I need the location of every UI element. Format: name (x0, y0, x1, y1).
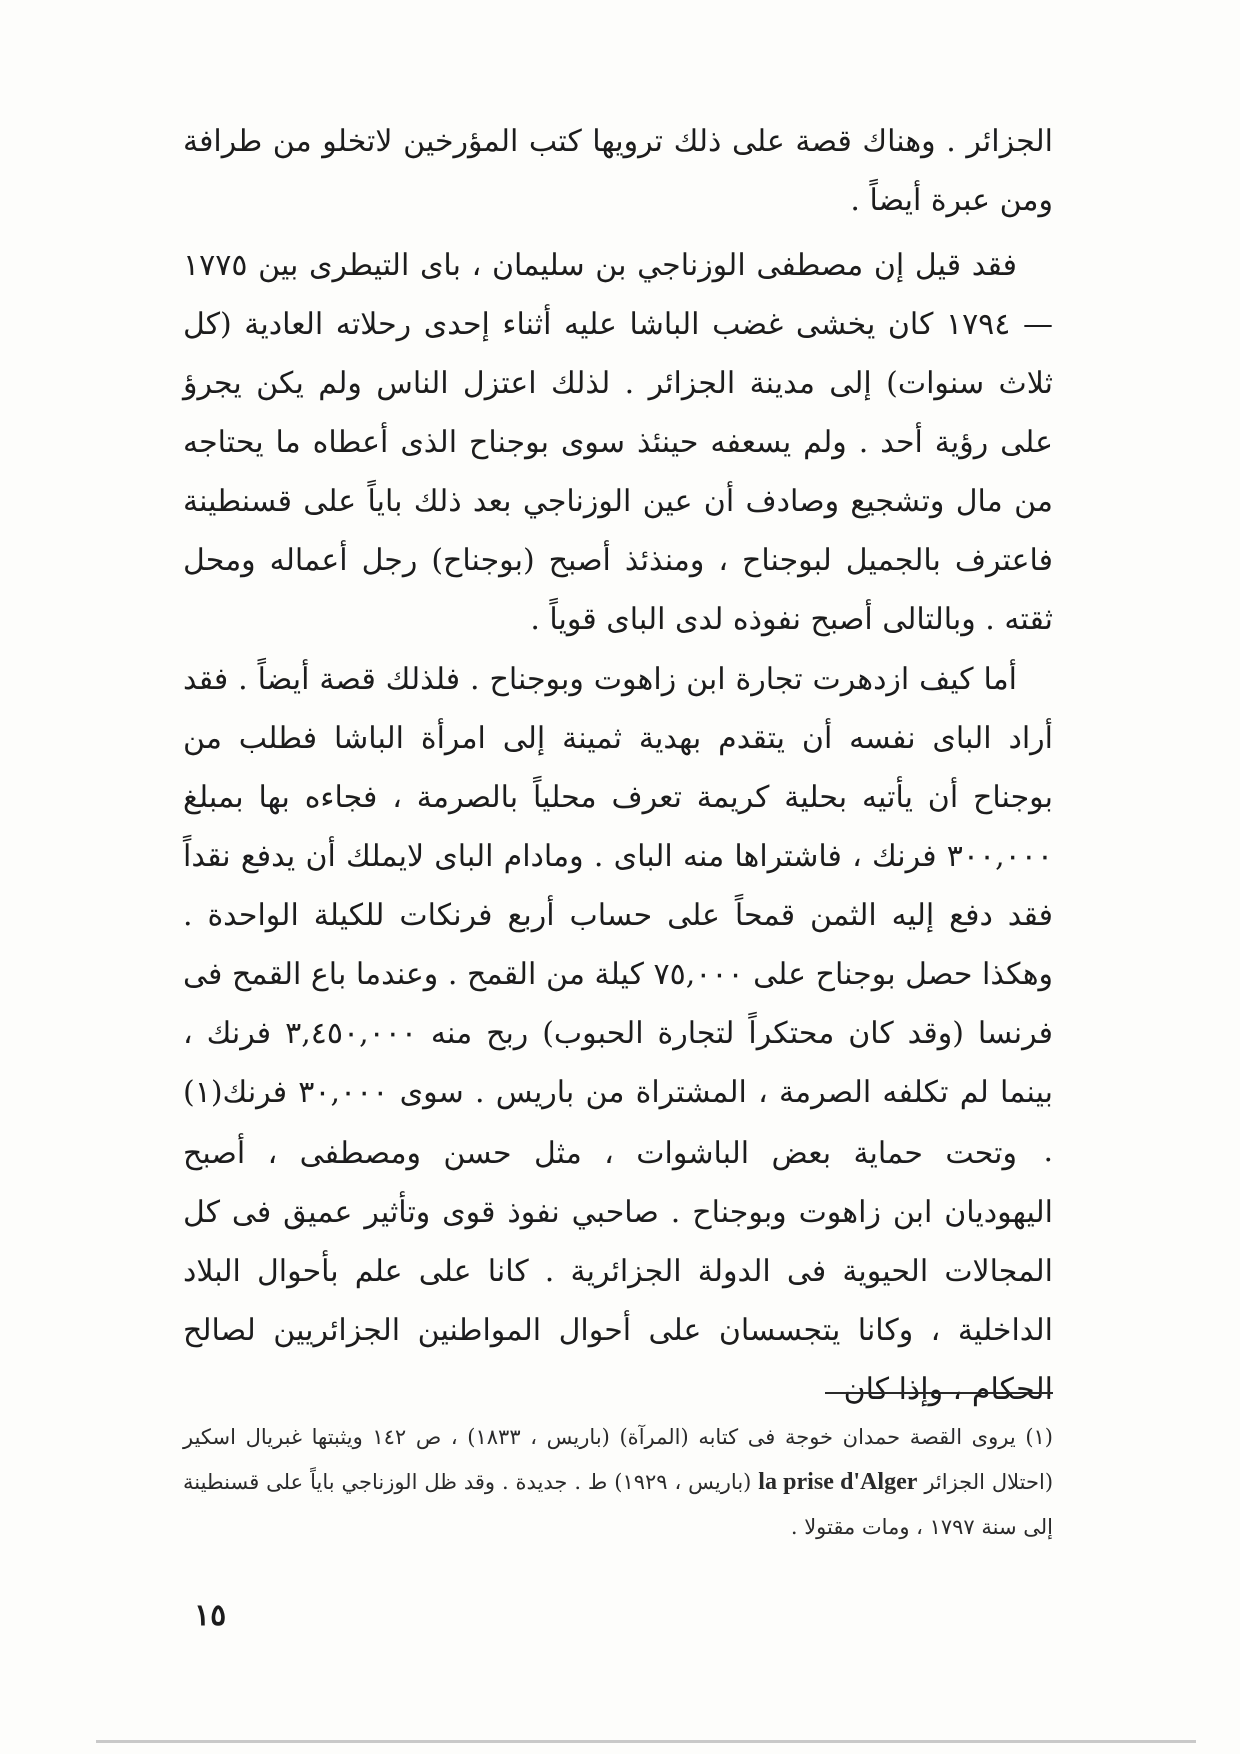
paragraph-4-text: وتحت حماية بعض الباشوات ، مثل حسن ومصطفى ، أصبح اليهوديان ابن زاهوت وبوجناح . صاحبي نفوذ قوى وتأثير عميق فى كل المجالات الحيوية فى الدولة الجزائرية . كانا على علم بأحوال البلاد الداخلية ، وكانا يتجسسان على أحوال المواطنين الجزائريين لصالح الحكام ، وإذا كان (183, 1136, 1053, 1407)
paragraph-3-text: أما كيف ازدهرت تجارة ابن زاهوت وبوجناح . فلذلك قصة أيضاً . فقد أراد الباى نفسه أن يتقدم بهدية ثمينة إلى امرأة الباشا فطلب من بوجناح أن يأتيه بحلية كريمة تعرف محلياً بالصرمة ، فجاءه بها بمبلغ ٣٠٠,٠٠٠ فرنك ، فاشتراها منه الباى . ومادام الباى لايملك أن يدفع نقداً فقد دفع إليه الثمن قمحاً على حساب أربع فرنكات للكيلة الواحدة . وهكذا حصل بوجناح على ٧٥,٠٠٠ كيلة من القمح . وعندما باع القمح فى فرنسا (وقد كان محتكراً لتجارة الحبوب) ربح منه ٣,٤٥٠,٠٠٠ فرنك ، بينما لم تكلفه الصرمة ، المشتراة من باريس . سوى ٣٠,٠٠٠ فرنك(١) . (183, 662, 1054, 1169)
footnote-text-start: (١) يروى القصة حمدان خوجة فى كتابه (المرآة) (باريس ، ١٨٣٣) ، ص ١٤٢ ويثبتها غبريال اسكير (احتلال الجزائر (183, 1425, 1054, 1494)
paragraph-1-text: الجزائر . وهناك قصة على ذلك ترويها كتب المؤرخين لاتخلو من طرافة ومن عبرة أيضاً . (183, 124, 1053, 218)
paragraph-4 (183, 1124, 1053, 1419)
page-number: ١٥ (194, 1598, 227, 1633)
footnote-latin-title: la prise d'Alger (758, 1469, 918, 1495)
paragraph-1 (183, 112, 1053, 230)
footnote-text-end: (باريس ، ١٩٢٩) ط . جديدة . وقد ظل الوزناجي باياً على قسنطينة إلى سنة ١٧٩٧ ، ومات مقتولا . (183, 1470, 1053, 1539)
footnote (183, 1415, 1053, 1550)
paragraph-2-text: فقد قيل إن مصطفى الوزناجي بن سليمان ، باى التيطرى بين ١٧٧٥ — ١٧٩٤ كان يخشى غضب الباشا عليه أثناء إحدى رحلاته العادية (كل ثلاث سنوات) إلى مدينة الجزائر . لذلك اعتزل الناس ولم يكن يجرؤ على رؤية أحد . ولم يسعفه حينئذ سوى بوجناح الذى أعطاه ما يحتاجه من مال وتشجيع وصادف أن عين الوزناجي بعد ذلك باياً على قسنطينة فاعترف بالجميل لبوجناح ، ومنذئذ أصبح (بوجناح) رجل أعماله ومحل ثقته . وبالتالى أصبح نفوذه لدى الباى قوياً . (183, 248, 1053, 637)
footnote-separator (825, 1392, 1053, 1394)
scan-bottom-edge (96, 1740, 1196, 1743)
paragraph-3 (183, 650, 1053, 1181)
paragraph-2 (183, 236, 1053, 649)
